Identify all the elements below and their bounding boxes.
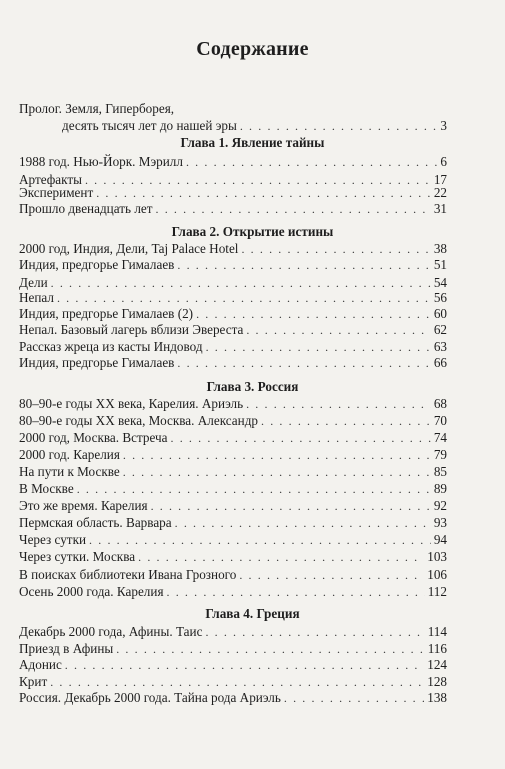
leader-dots — [239, 566, 424, 584]
entry-title: Непал. Базовый лагерь вблизи Эвереста — [19, 322, 244, 337]
leader-dots — [167, 583, 425, 601]
entry-page: 124 — [427, 657, 447, 672]
toc-entry — [19, 497, 447, 515]
entry-title: Адонис — [19, 657, 62, 672]
leader-dots — [186, 153, 437, 171]
leader-dots — [175, 514, 431, 532]
entry-title: Рассказ жреца из касты Индовод — [19, 339, 203, 354]
entry-page: 89 — [433, 481, 447, 496]
entry-page: 63 — [433, 339, 447, 354]
entry-page: 103 — [427, 549, 447, 564]
entry-page: 114 — [427, 624, 447, 639]
entry-page: 116 — [427, 641, 447, 656]
entry-title: Пермская область. Варвара — [19, 515, 172, 530]
entry-title: Россия. Декабрь 2000 года. Тайна рода Ариэль — [19, 690, 281, 705]
entry-title: Через сутки. Москва — [19, 549, 136, 564]
entry-page: 17 — [433, 172, 447, 187]
entry-title: 2000 год. Карелия — [19, 447, 120, 462]
toc-entry — [19, 153, 447, 171]
entry-title: Индия, предгорье Гималаев — [19, 257, 175, 272]
toc-entry — [19, 395, 447, 413]
chapter-heading: Глава 2. Открытие истины — [171, 224, 334, 239]
toc-entry — [19, 480, 447, 498]
entry-page: 138 — [427, 690, 447, 705]
toc-entry — [19, 429, 447, 447]
entry-page: 51 — [433, 257, 447, 272]
entry-title: Прошло двенадцать лет — [19, 201, 153, 216]
leader-dots — [205, 623, 424, 641]
entry-page: 93 — [433, 515, 447, 530]
entry-page: 60 — [433, 306, 447, 321]
page-title: Содержание — [196, 38, 309, 60]
entry-title: Эксперимент — [19, 185, 94, 200]
entry-title: Индия, предгорье Гималаев (2) — [19, 306, 194, 321]
entry-title: 80–90-е годы XX века, Москва. Александр — [19, 413, 259, 428]
entry-title: 1988 год. Нью-Йорк. Мэрилл — [19, 154, 183, 169]
entry-title: 2000 год, Индия, Дели, Taj Palace Hotel — [19, 241, 239, 256]
leader-dots — [246, 395, 431, 413]
toc-entry — [19, 446, 447, 464]
entry-title: десять тысяч лет до нашей эры — [62, 118, 237, 133]
leader-dots — [261, 412, 431, 430]
leader-dots — [123, 446, 431, 464]
entry-page: 112 — [427, 584, 447, 599]
toc-entry — [19, 548, 447, 566]
leader-dots — [89, 531, 431, 549]
entry-page: 56 — [433, 290, 447, 305]
leader-dots — [151, 497, 431, 515]
entry-title: В Москве — [19, 481, 74, 496]
leader-dots — [171, 429, 431, 447]
leader-dots — [177, 256, 430, 274]
entry-page: 128 — [427, 674, 447, 689]
entry-page: 94 — [433, 532, 447, 547]
entry-page: 38 — [433, 241, 447, 256]
entry-title: Приезд в Афины — [19, 641, 114, 656]
leader-dots — [123, 463, 431, 481]
toc-entry — [19, 256, 447, 274]
leader-dots — [77, 480, 431, 498]
entry-title: 80–90-е годы XX века, Карелия. Ариэль — [19, 396, 244, 411]
leader-dots — [177, 354, 430, 372]
toc-entry — [19, 354, 447, 372]
entry-page: 6 — [440, 154, 447, 169]
entry-title: Крит — [19, 674, 48, 689]
entry-page: 62 — [433, 322, 447, 337]
entry-page: 85 — [433, 464, 447, 479]
leader-dots — [284, 689, 424, 707]
entry-page: 106 — [427, 567, 447, 582]
toc-entry — [19, 583, 447, 601]
leader-dots — [246, 321, 430, 339]
entry-title: Декабрь 2000 года, Афины. Таис — [19, 624, 203, 639]
entry-page: 70 — [433, 413, 447, 428]
entry-title: Через сутки — [19, 532, 87, 547]
entry-page: 68 — [433, 396, 447, 411]
chapter-heading: Глава 1. Явление тайны — [180, 135, 325, 150]
leader-dots — [156, 200, 431, 218]
entry-title: 2000 год, Москва. Встреча — [19, 430, 168, 445]
toc-entry — [19, 321, 447, 339]
entry-page: 74 — [433, 430, 447, 445]
prologue-entry — [62, 117, 447, 135]
toc-entry — [19, 566, 447, 584]
entry-title: Артефакты — [19, 172, 82, 187]
leader-dots — [65, 656, 424, 674]
toc-entry — [19, 689, 447, 707]
toc-entry — [19, 463, 447, 481]
chapter-heading: Глава 4. Греция — [205, 606, 300, 621]
toc-entry — [19, 623, 447, 641]
entry-page: 22 — [433, 185, 447, 200]
entry-page: 66 — [433, 355, 447, 370]
chapter-heading: Глава 3. Россия — [206, 379, 299, 394]
entry-page: 54 — [433, 275, 447, 290]
prologue-line-1: Пролог. Земля, Гиперборея, — [19, 101, 175, 116]
entry-title: Непал — [19, 290, 54, 305]
entry-title: Это же время. Карелия — [19, 498, 148, 513]
toc-entry — [19, 412, 447, 430]
leader-dots — [138, 548, 424, 566]
toc-entry — [19, 656, 447, 674]
entry-title: Индия, предгорье Гималаев — [19, 355, 175, 370]
entry-title: Дели — [19, 275, 48, 290]
toc-entry — [19, 200, 447, 218]
toc-entry — [19, 531, 447, 549]
leader-dots — [240, 117, 438, 135]
entry-page: 92 — [433, 498, 447, 513]
entry-page: 31 — [433, 201, 447, 216]
entry-page: 3 — [440, 118, 447, 133]
entry-title: Осень 2000 года. Карелия — [19, 584, 164, 599]
entry-page: 79 — [433, 447, 447, 462]
toc-entry — [19, 514, 447, 532]
entry-title: На пути к Москве — [19, 464, 120, 479]
entry-title: В поисках библиотеки Ивана Грозного — [19, 567, 237, 582]
